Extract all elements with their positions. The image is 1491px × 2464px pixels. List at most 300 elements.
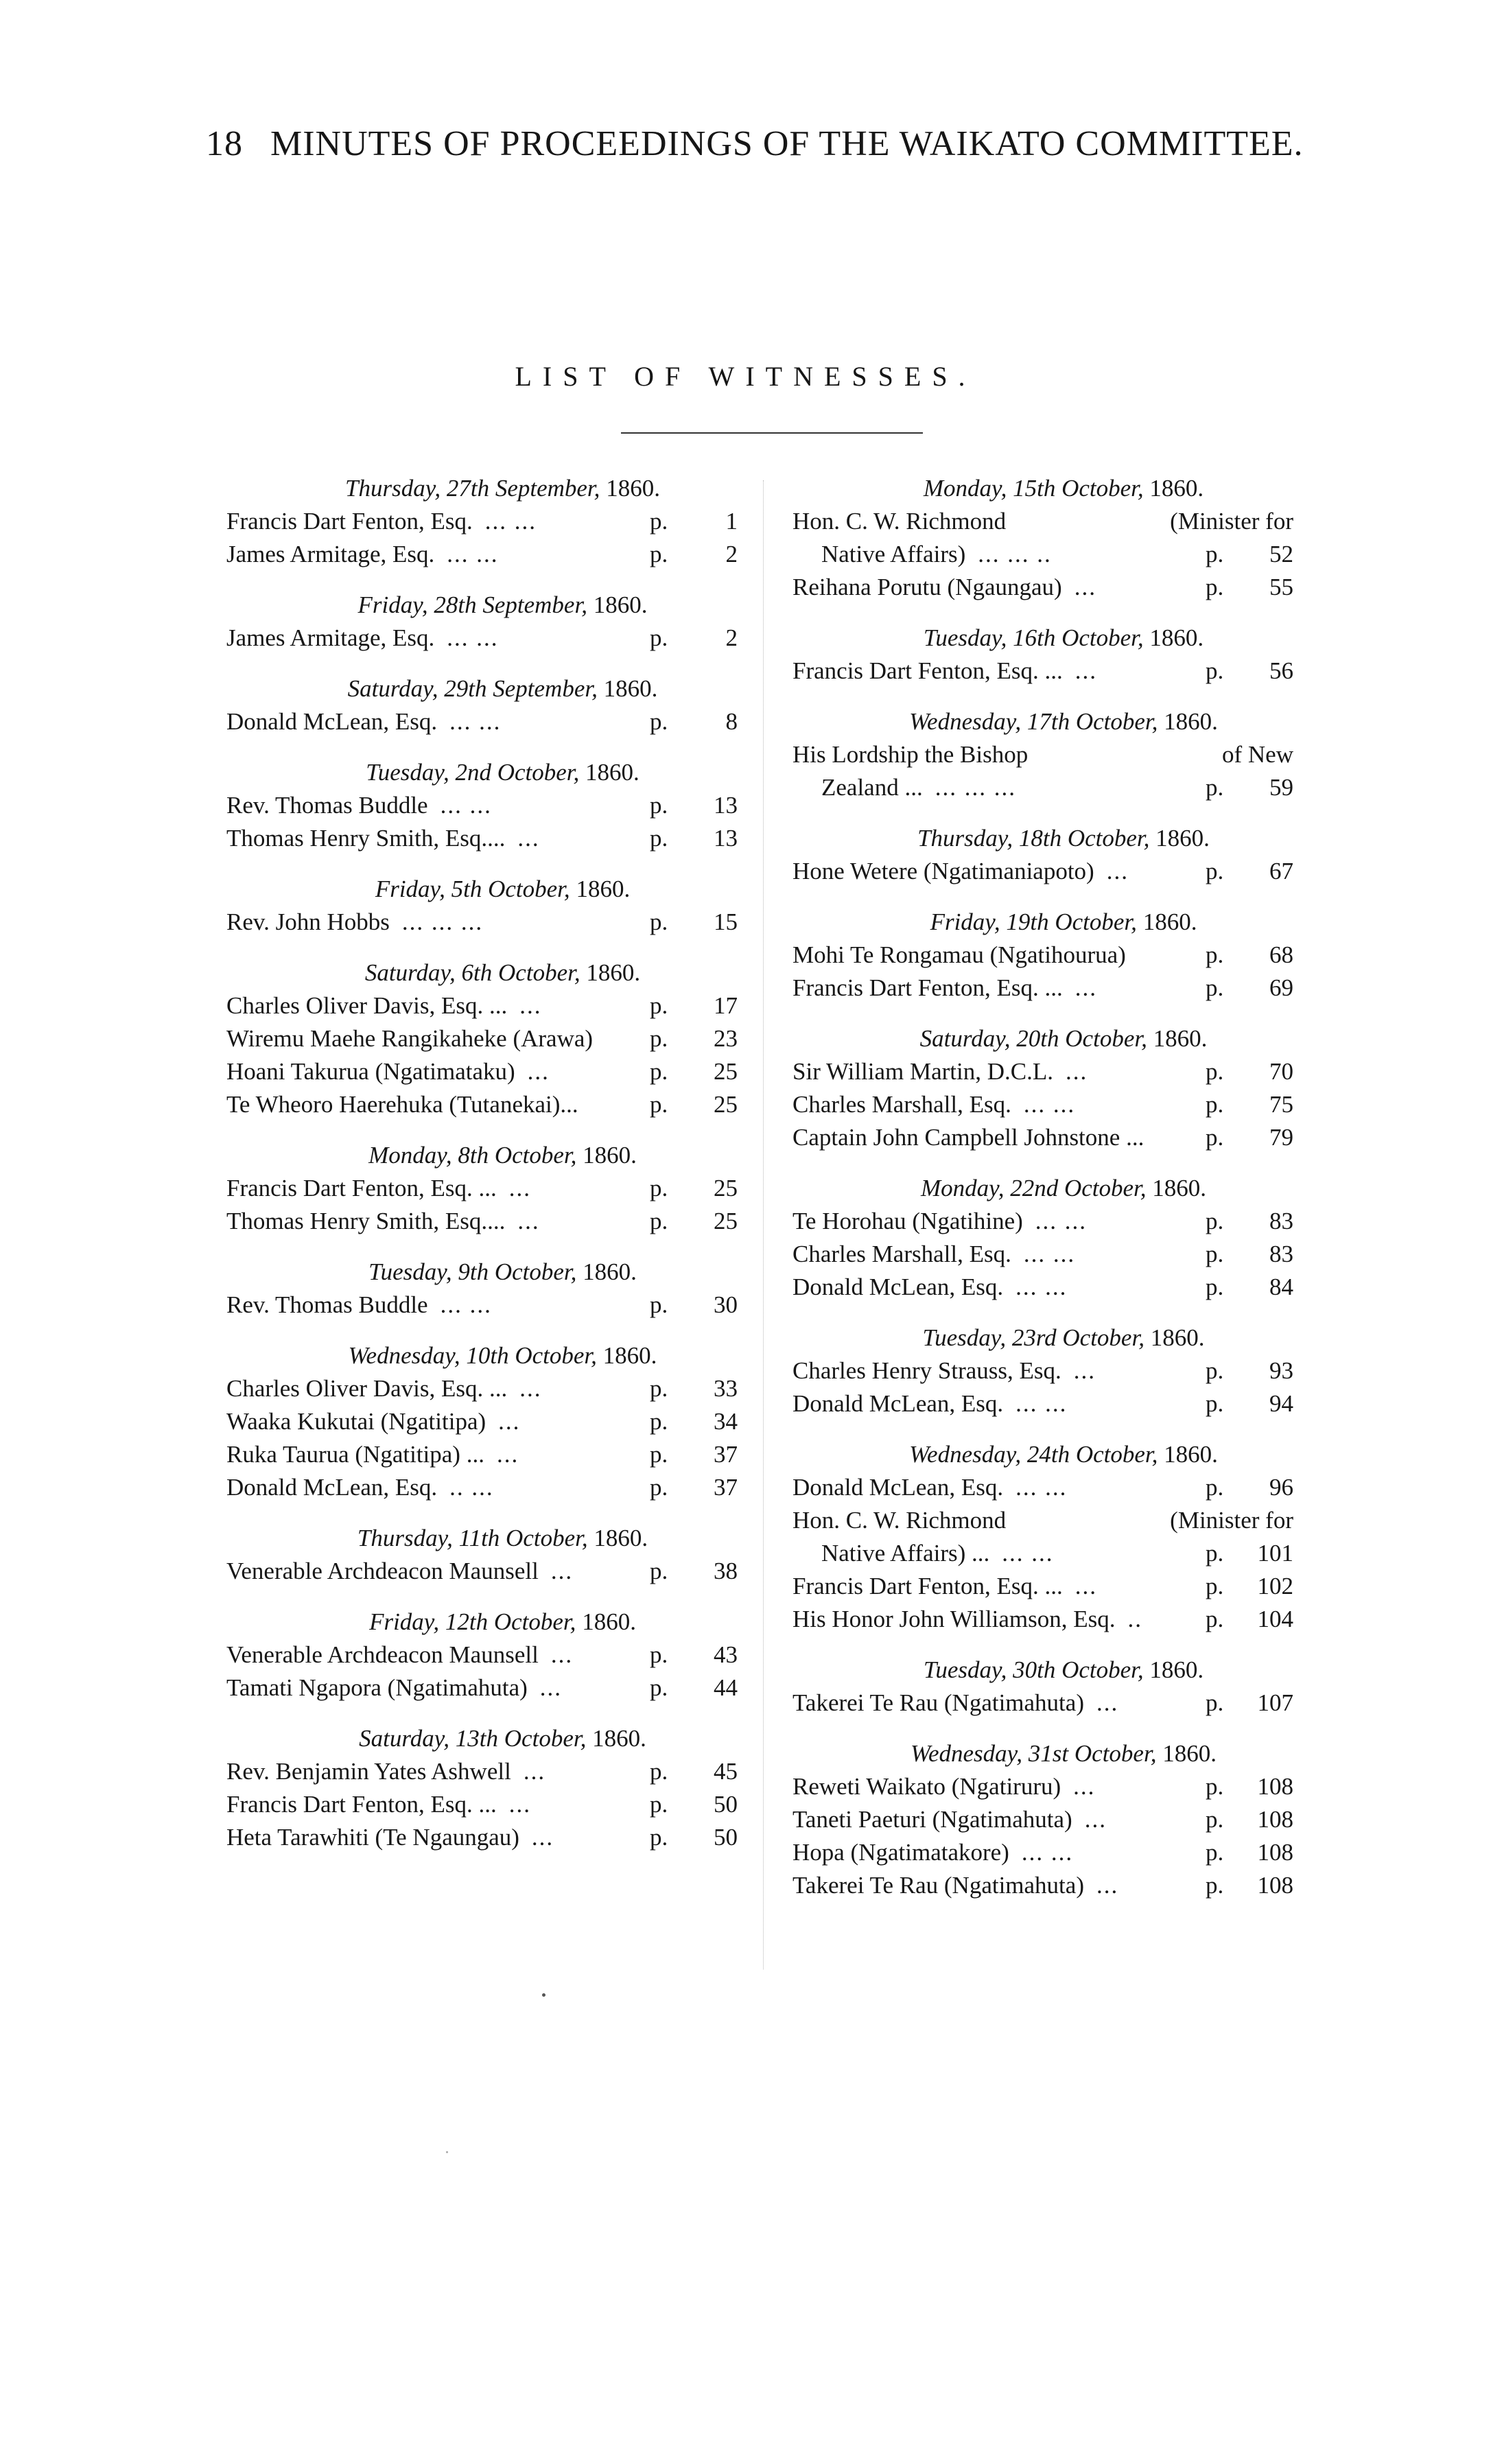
leader-dots: ... ... (449, 708, 502, 735)
date-year: 1860. (1152, 1175, 1207, 1201)
witness-entry (793, 1055, 1293, 1088)
leader-dots: ... (1074, 574, 1096, 600)
date-year: 1860. (586, 959, 641, 986)
witness-entry (226, 1088, 738, 1121)
date-year: 1860. (1162, 1740, 1217, 1767)
date-heading (834, 1022, 1293, 1055)
page-header (206, 124, 1331, 164)
leader-dots: ... (508, 1175, 531, 1201)
date-year: 1860. (1153, 1025, 1208, 1052)
date-heading (834, 1322, 1293, 1354)
page-ref: 104 (1257, 1606, 1293, 1632)
date-group (793, 822, 1293, 888)
date-year: 1860. (603, 675, 658, 702)
witness-entry (226, 1205, 738, 1238)
date-group (793, 1737, 1293, 1902)
witness-entry (226, 789, 738, 822)
witness-name: Francis Dart Fenton, Esq. ... (793, 1573, 1063, 1599)
page-ref: 69 (1269, 974, 1293, 1001)
page-abbrev: p. (1206, 941, 1224, 968)
page-abbrev: p. (650, 992, 668, 1019)
date-text: Wednesday, 17th October, (909, 708, 1158, 735)
date-group (793, 622, 1293, 688)
page-abbrev: p. (650, 1674, 668, 1701)
page-abbrev: p. (650, 1058, 668, 1085)
witness-name: Captain John Campbell Johnstone ... (793, 1124, 1144, 1151)
date-text: Monday, 22nd October, (920, 1175, 1147, 1201)
witness-entry (226, 1555, 738, 1588)
date-group (793, 906, 1293, 1005)
witness-name: Hone Wetere (Ngatimaniapoto) (793, 858, 1094, 884)
witness-entry (793, 1205, 1293, 1238)
page-ref: 52 (1269, 541, 1293, 567)
witness-name: Takerei Te Rau (Ngatimahuta) (793, 1689, 1084, 1716)
witness-entry (226, 1372, 738, 1405)
witness-name: Rev. Benjamin Yates Ashwell (226, 1758, 511, 1785)
date-heading (268, 672, 738, 705)
page-ref: 23 (714, 1025, 738, 1052)
witness-entry (793, 571, 1293, 604)
page-ref: 108 (1257, 1806, 1293, 1833)
leader-dots: ... (550, 1641, 574, 1668)
witness-name: Rev. Thomas Buddle (226, 1291, 428, 1318)
leader-dots: ... ... (440, 1291, 492, 1318)
page-abbrev: p. (1206, 1474, 1224, 1501)
witness-entry (793, 1570, 1293, 1603)
date-text: Friday, 19th October, (930, 908, 1137, 935)
page-ref: 1 (725, 508, 738, 535)
witness-name: Venerable Archdeacon Maunsell (226, 1641, 539, 1668)
page-ref: 50 (714, 1791, 738, 1818)
date-text: Saturday, 20th October, (919, 1025, 1147, 1052)
date-year: 1860. (1164, 1441, 1218, 1468)
date-group (226, 957, 738, 1121)
date-text: Tuesday, 30th October, (923, 1656, 1144, 1683)
page-abbrev: p. (1206, 1689, 1224, 1716)
witness-entry (226, 622, 738, 655)
page-ref: 83 (1269, 1241, 1293, 1267)
page-ref: 79 (1269, 1124, 1293, 1151)
page-abbrev: p. (1206, 1573, 1224, 1599)
page-abbrev: p. (1206, 1124, 1224, 1151)
leader-dots: ... ... .. (978, 541, 1052, 567)
page-ref: 59 (1269, 774, 1293, 801)
witness-entry (226, 1471, 738, 1504)
witness-name: Charles Oliver Davis, Esq. ... (226, 1375, 508, 1402)
date-heading (268, 1722, 738, 1755)
page-abbrev: p. (1206, 657, 1224, 684)
date-text: Thursday, 18th October, (917, 825, 1150, 852)
witness-name: Rev. John Hobbs (226, 908, 390, 935)
date-year: 1860. (583, 1258, 637, 1285)
witness-name: Donald McLean, Esq. (226, 1474, 438, 1501)
date-group (226, 672, 738, 738)
date-heading (834, 1172, 1293, 1205)
page-ref: 15 (714, 908, 738, 935)
page-ref: 68 (1269, 941, 1293, 968)
page-ref: 56 (1269, 657, 1293, 684)
date-text: Tuesday, 2nd October, (366, 759, 580, 786)
witness-name: Charles Oliver Davis, Esq. ... (226, 992, 508, 1019)
page-abbrev: p. (1206, 1839, 1224, 1866)
date-year: 1860. (576, 876, 631, 902)
leader-dots: ... (1106, 858, 1129, 884)
date-text: Saturday, 29th September, (347, 675, 598, 702)
leader-dots: ... (1066, 1058, 1088, 1085)
witness-name: Takerei Te Rau (Ngatimahuta) (793, 1872, 1084, 1899)
witness-entry (793, 1869, 1293, 1902)
leader-dots: ... (1075, 974, 1097, 1001)
date-heading (834, 622, 1293, 655)
witness-name: Hon. C. W. Richmond (793, 508, 1007, 535)
leader-dots: ... (519, 992, 542, 1019)
leader-dots: ... (498, 1408, 521, 1435)
page-abbrev: p. (1206, 1773, 1224, 1800)
witness-name: Hopa (Ngatimatakore) (793, 1839, 1009, 1866)
leader-dots: ... ... (1021, 1839, 1074, 1866)
page-abbrev: p. (1206, 1058, 1224, 1085)
page-abbrev: p. (1206, 1208, 1224, 1234)
page-abbrev: p. (1206, 774, 1224, 801)
page-ref: 102 (1257, 1573, 1293, 1599)
page-ref: 83 (1269, 1208, 1293, 1234)
witness-entry (226, 1671, 738, 1704)
witness-name: Charles Marshall, Esq. (793, 1091, 1011, 1118)
witness-name: Francis Dart Fenton, Esq. ... (793, 657, 1063, 684)
page-abbrev: p. (1206, 974, 1224, 1001)
date-group (226, 589, 738, 655)
page-abbrev: p. (650, 1175, 668, 1201)
leader-dots: .. (1127, 1606, 1142, 1632)
page-ref: 30 (714, 1291, 738, 1318)
date-text: Friday, 5th October, (375, 876, 570, 902)
date-heading (834, 822, 1293, 855)
date-text: Thursday, 11th October, (357, 1525, 588, 1551)
leader-dots: ... ... (1015, 1274, 1068, 1300)
page-abbrev: p. (1206, 1241, 1224, 1267)
date-group (793, 472, 1293, 604)
leader-dots: ... (1096, 1872, 1119, 1899)
witness-entry (793, 1387, 1293, 1420)
date-year: 1860. (606, 475, 660, 502)
date-year: 1860. (1149, 624, 1204, 651)
witness-name: James Armitage, Esq. (226, 624, 435, 651)
page-abbrev: p. (1206, 1390, 1224, 1417)
witness-entry (793, 1603, 1293, 1636)
witness-name: Donald McLean, Esq. (793, 1474, 1004, 1501)
witness-entry (226, 989, 738, 1022)
witness-name: Donald McLean, Esq. (793, 1390, 1004, 1417)
page-ref: 8 (725, 708, 738, 735)
page-abbrev: p. (1206, 1274, 1224, 1300)
witness-entry (226, 1821, 738, 1854)
witness-name: Hoani Takurua (Ngatimataku) (226, 1058, 515, 1085)
witness-name: Charles Henry Strauss, Esq. (793, 1357, 1061, 1384)
date-year: 1860. (594, 1525, 648, 1551)
leader-dots: ... (527, 1058, 550, 1085)
right-column (793, 472, 1293, 1920)
page-ref: 94 (1269, 1390, 1293, 1417)
witness-name: Taneti Paeturi (Ngatimahuta) (793, 1806, 1072, 1833)
witness-entry (226, 1755, 738, 1788)
leader-dots: ... ... (1015, 1474, 1068, 1501)
leader-dots: ... ... (1015, 1390, 1068, 1417)
date-heading (268, 1256, 738, 1289)
witness-entry (226, 1639, 738, 1671)
page-ref: 55 (1269, 574, 1293, 600)
date-group (226, 1522, 738, 1588)
witness-entry (793, 738, 1293, 804)
witness-entry (793, 1504, 1293, 1570)
page-ref: 25 (714, 1091, 738, 1118)
leader-dots: ... ... ... (935, 774, 1016, 801)
witness-name-cont: Zealand ... (821, 774, 923, 801)
witness-entry (793, 1803, 1293, 1836)
date-heading (268, 957, 738, 989)
page-abbrev: p. (650, 908, 668, 935)
date-group (226, 873, 738, 939)
witness-entry (226, 705, 738, 738)
date-year: 1860. (602, 1342, 657, 1369)
witness-name: His Honor John Williamson, Esq. (793, 1606, 1116, 1632)
date-heading (834, 1737, 1293, 1770)
witness-name: Wiremu Maehe Rangikaheke (Arawa) (226, 1025, 594, 1052)
witness-entry (793, 1687, 1293, 1720)
column-divider (763, 480, 764, 1969)
witness-entry (226, 505, 738, 538)
date-heading (268, 756, 738, 789)
date-heading (268, 1139, 738, 1172)
witness-entry (793, 939, 1293, 972)
date-heading (268, 589, 738, 622)
witness-name: Te Horohau (Ngatihine) (793, 1208, 1023, 1234)
witness-name: Francis Dart Fenton, Esq. ... (226, 1791, 497, 1818)
witness-name: Tamati Ngapora (Ngatimahuta) (226, 1674, 528, 1701)
witness-name-cont: (Minister for (1170, 508, 1293, 535)
page-ref: 101 (1257, 1540, 1293, 1567)
leader-dots: ... ... (1023, 1091, 1076, 1118)
running-title: MINUTES OF PROCEEDINGS OF THE WAIKATO COMMITTEE. (270, 124, 1304, 163)
page-ref: 25 (714, 1175, 738, 1201)
page-ref: 96 (1269, 1474, 1293, 1501)
page-abbrev: p. (650, 708, 668, 735)
witness-entry (793, 1088, 1293, 1121)
date-heading (268, 1606, 738, 1639)
page-abbrev: p. (650, 1824, 668, 1851)
witness-entry (226, 822, 738, 855)
date-group (793, 1022, 1293, 1154)
witness-entry (226, 1055, 738, 1088)
page-abbrev: p. (650, 792, 668, 819)
date-year: 1860. (1142, 908, 1197, 935)
page-ref: 45 (714, 1758, 738, 1785)
date-group (793, 1654, 1293, 1720)
date-text: Tuesday, 16th October, (923, 624, 1144, 651)
leader-dots: ... (531, 1824, 554, 1851)
witness-name: Te Wheoro Haerehuka (Tutanekai)... (226, 1091, 578, 1118)
witness-entry (226, 906, 738, 939)
page-ref: 33 (714, 1375, 738, 1402)
date-group (226, 1606, 738, 1704)
witness-name: Mohi Te Rongamau (Ngatihourua) (793, 941, 1126, 968)
page-ref: 67 (1269, 858, 1293, 884)
witness-name-cont: Native Affairs) (821, 541, 966, 567)
page-abbrev: p. (650, 624, 668, 651)
witness-name: Waaka Kukutai (Ngatitipa) (226, 1408, 486, 1435)
page-number: 18 (206, 124, 243, 163)
witness-entry (226, 1172, 738, 1205)
witness-name: Reihana Porutu (Ngaungau) (793, 574, 1062, 600)
date-heading (268, 1522, 738, 1555)
date-heading (834, 1654, 1293, 1687)
page-abbrev: p. (1206, 1357, 1224, 1384)
page-ref: 13 (714, 792, 738, 819)
leader-dots: ... (517, 1208, 540, 1234)
page-ref: 84 (1269, 1274, 1293, 1300)
witness-entry (226, 1405, 738, 1438)
leader-dots: ... ... ... (401, 908, 484, 935)
witness-name: Rev. Thomas Buddle (226, 792, 428, 819)
leader-dots: ... (539, 1674, 563, 1701)
left-column (226, 472, 738, 1872)
date-heading (834, 906, 1293, 939)
page-ref: 17 (714, 992, 738, 1019)
date-text: Tuesday, 23rd October, (922, 1324, 1144, 1351)
date-group (793, 1438, 1293, 1636)
leader-dots: ... (1075, 657, 1097, 684)
witness-name: His Lordship the Bishop (793, 741, 1029, 768)
page-ref: 2 (725, 624, 738, 651)
page-abbrev: p. (1206, 1872, 1224, 1899)
leader-dots: ... (517, 825, 540, 852)
date-year: 1860. (582, 1608, 636, 1635)
page-abbrev: p. (1206, 858, 1224, 884)
date-text: Wednesday, 31st October, (911, 1740, 1157, 1767)
leader-dots: ... ... (447, 541, 499, 567)
witness-name: Sir William Martin, D.C.L. (793, 1058, 1054, 1085)
page-abbrev: p. (1206, 1091, 1224, 1118)
page-ref: 93 (1269, 1357, 1293, 1384)
date-year: 1860. (1155, 825, 1210, 852)
witness-name: Francis Dart Fenton, Esq. (226, 508, 473, 535)
witness-entry (793, 1121, 1293, 1154)
page-ref: 43 (714, 1641, 738, 1668)
date-text: Tuesday, 9th October, (368, 1258, 577, 1285)
witness-entry (793, 1836, 1293, 1869)
witness-name: Donald McLean, Esq. (226, 708, 438, 735)
witness-name: Thomas Henry Smith, Esq.... (226, 825, 506, 852)
page-ref: 2 (725, 541, 738, 567)
date-group (226, 1722, 738, 1854)
witness-name: Francis Dart Fenton, Esq. ... (226, 1175, 497, 1201)
page-ref: 70 (1269, 1058, 1293, 1085)
page-ref: 25 (714, 1058, 738, 1085)
print-mark (542, 1993, 545, 1997)
date-heading (268, 873, 738, 906)
witness-name-cont: Native Affairs) ... (821, 1540, 990, 1567)
page-abbrev: p. (650, 1474, 668, 1501)
leader-dots: ... (508, 1791, 531, 1818)
date-text: Saturday, 6th October, (364, 959, 580, 986)
date-heading (268, 1339, 738, 1372)
date-year: 1860. (1149, 475, 1204, 502)
page-ref: 38 (714, 1558, 738, 1584)
date-group (793, 1172, 1293, 1304)
page-abbrev: p. (650, 1758, 668, 1785)
page-ref: 44 (714, 1674, 738, 1701)
page-ref: 13 (714, 825, 738, 852)
date-heading (834, 472, 1293, 505)
witness-entry (793, 972, 1293, 1005)
leader-dots: .. ... (449, 1474, 494, 1501)
witness-entry (793, 855, 1293, 888)
title-rule (621, 432, 923, 434)
date-group (226, 756, 738, 855)
witness-name: Heta Tarawhiti (Te Ngaungau) (226, 1824, 519, 1851)
page-abbrev: p. (650, 1291, 668, 1318)
witness-entry (793, 655, 1293, 688)
page-ref: 25 (714, 1208, 738, 1234)
date-group (226, 1139, 738, 1238)
date-year: 1860. (592, 1725, 646, 1752)
date-year: 1860. (1164, 708, 1218, 735)
page-ref: 75 (1269, 1091, 1293, 1118)
witness-entry (793, 1354, 1293, 1387)
date-text: Saturday, 13th October, (359, 1725, 587, 1752)
date-heading (834, 1438, 1293, 1471)
witness-name: Donald McLean, Esq. (793, 1274, 1004, 1300)
date-year: 1860. (1149, 1656, 1204, 1683)
leader-dots: ... (519, 1375, 542, 1402)
date-text: Wednesday, 10th October, (348, 1342, 597, 1369)
witness-entry (793, 1471, 1293, 1504)
leader-dots: ... (1084, 1806, 1107, 1833)
date-text: Monday, 15th October, (923, 475, 1144, 502)
witness-entry (226, 1022, 738, 1055)
witness-entry (226, 538, 738, 571)
witness-name-cont: of New (1222, 741, 1293, 768)
leader-dots: ... (523, 1758, 546, 1785)
witness-name: Reweti Waikato (Ngatiruru) (793, 1773, 1061, 1800)
page-abbrev: p. (650, 1408, 668, 1435)
date-text: Monday, 8th October, (368, 1142, 577, 1169)
date-text: Wednesday, 24th October, (909, 1441, 1158, 1468)
page-abbrev: p. (1206, 1606, 1224, 1632)
page-abbrev: p. (1206, 541, 1224, 567)
section-title: LIST OF WITNESSES. (515, 361, 976, 392)
leader-dots: ... (1075, 1573, 1097, 1599)
page-ref: 37 (714, 1474, 738, 1501)
witness-name: Francis Dart Fenton, Esq. ... (793, 974, 1063, 1001)
page-ref: 107 (1257, 1689, 1293, 1716)
page-abbrev: p. (650, 1091, 668, 1118)
witness-name: Charles Marshall, Esq. (793, 1241, 1011, 1267)
witness-entry (793, 1238, 1293, 1271)
date-group (226, 1339, 738, 1504)
witness-name: Ruka Taurua (Ngatitipa) ... (226, 1441, 484, 1468)
leader-dots: ... (1073, 1773, 1096, 1800)
page-abbrev: p. (650, 1641, 668, 1668)
page-ref: 37 (714, 1441, 738, 1468)
page-abbrev: p. (1206, 574, 1224, 600)
page-abbrev: p. (650, 1208, 668, 1234)
page-abbrev: p. (650, 825, 668, 852)
leader-dots: ... ... (440, 792, 492, 819)
page-abbrev: p. (1206, 1806, 1224, 1833)
page-ref: 34 (714, 1408, 738, 1435)
leader-dots: ... ... (1002, 1540, 1054, 1567)
page-abbrev: p. (650, 541, 668, 567)
